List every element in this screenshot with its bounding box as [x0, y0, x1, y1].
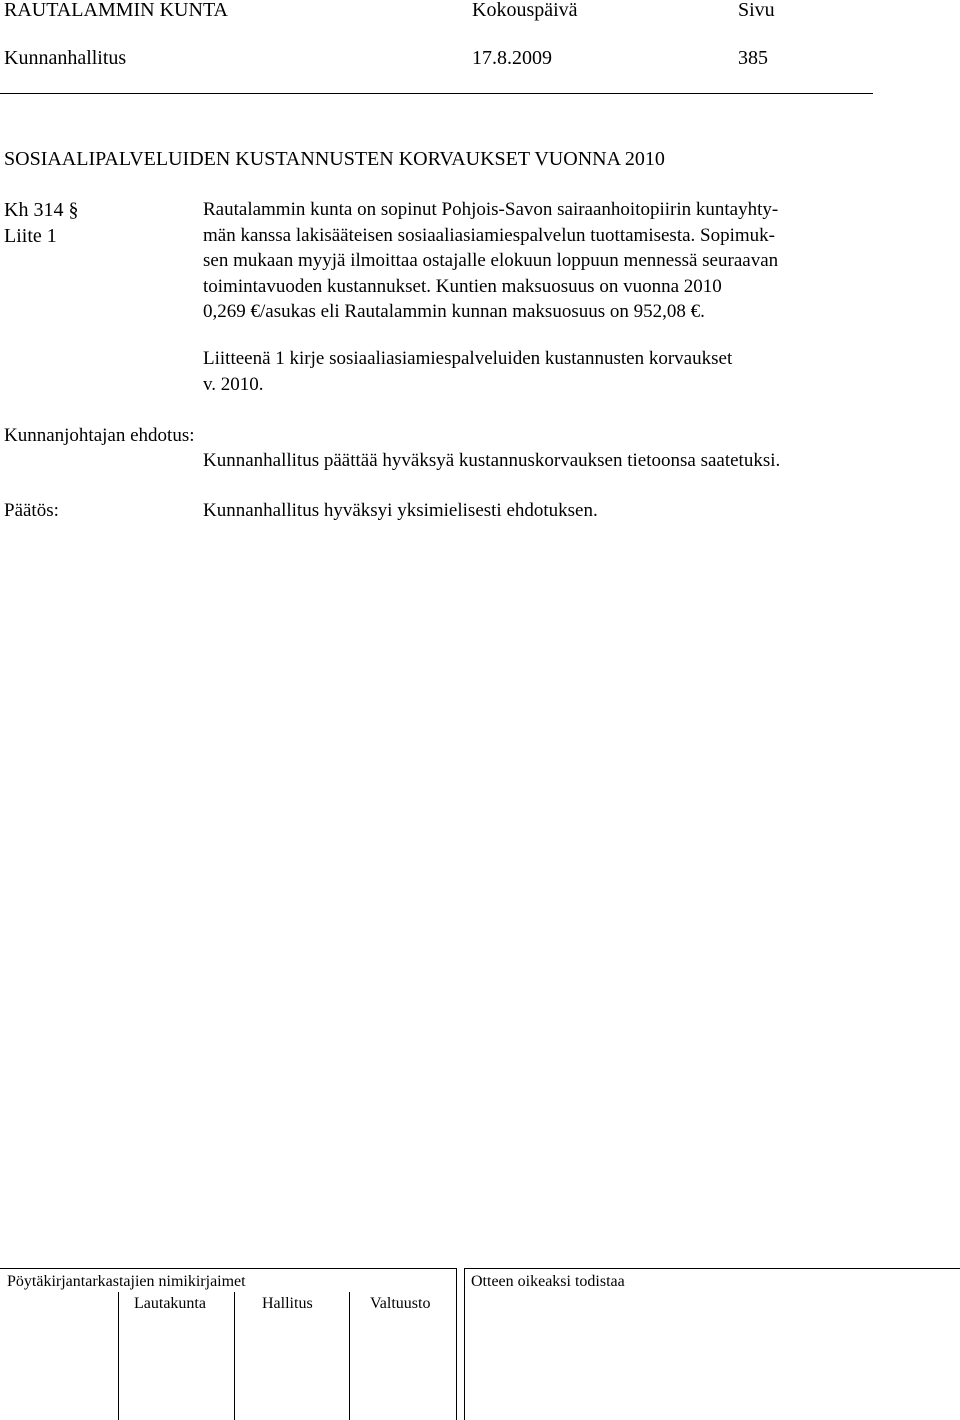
attachment-reference: Liite 1: [4, 225, 57, 247]
body-name: Kunnanhallitus: [4, 47, 127, 69]
paragraph-line: Rautalammin kunta on sopinut Pohjois-Savon sairaanhoitopiirin kuntayhty-: [203, 199, 779, 220]
item-paragraph: [203, 197, 778, 325]
footer-top-rule-right: [464, 1268, 960, 1269]
signatures-label: Pöytäkirjantarkastajien nimikirjaimet: [7, 1273, 246, 1290]
document-title: SOSIAALIPALVELUIDEN KUSTANNUSTEN KORVAUKSET VUONNA 2010: [4, 148, 665, 170]
footer-divider-1: [118, 1292, 119, 1420]
footer-column-valtuusto: Valtuusto: [370, 1295, 431, 1312]
footer-column-hallitus: Hallitus: [262, 1295, 313, 1312]
attachment-note: [203, 346, 732, 397]
paragraph-line: sen mukaan myyjä ilmoittaa ostajalle elokuun loppuun mennessä seuraavan: [203, 250, 779, 271]
proposal-label: Kunnanjohtajan ehdotus:: [4, 425, 195, 446]
footer-divider-3: [349, 1292, 350, 1420]
certified-label: Otteen oikeaksi todistaa: [471, 1273, 625, 1290]
meeting-date: 17.8.2009: [472, 47, 552, 69]
paragraph-line: män kanssa lakisääteisen sosiaaliasiamiespalvelun tuottamisesta. Sopimuk-: [203, 224, 775, 246]
footer-column-lautakunta: Lautakunta: [134, 1295, 206, 1312]
page-number: 385: [738, 47, 768, 69]
attachment-line: Liitteenä 1 kirje sosiaaliasiamiespalveluiden kustannusten korvaukset: [203, 348, 733, 369]
item-reference: Kh 314 §: [4, 199, 79, 221]
meeting-date-label: Kokouspäivä: [472, 0, 578, 21]
footer-divider-2: [234, 1292, 235, 1420]
footer-divider-5: [464, 1268, 465, 1420]
page-label: Sivu: [738, 0, 775, 21]
paragraph-line: 0,269 €/asukas eli Rautalammin kunnan maksuosuus on 952,08 €.: [203, 301, 705, 322]
paragraph-line: toimintavuoden kustannukset. Kuntien maksuosuus on vuonna 2010: [203, 275, 722, 297]
org-name: RAUTALAMMIN KUNTA: [4, 0, 229, 21]
attachment-line: v. 2010.: [203, 373, 264, 395]
header-rule: [0, 93, 873, 94]
decision-label: Päätös:: [4, 500, 59, 521]
proposal-text: Kunnanhallitus päättää hyväksyä kustannuskorvauksen tietoonsa saatetuksi.: [203, 450, 781, 471]
footer-top-rule-left: [0, 1268, 456, 1269]
decision-text: Kunnanhallitus hyväksyi yksimielisesti ehdotuksen.: [203, 500, 598, 521]
footer-divider-4: [456, 1268, 457, 1420]
